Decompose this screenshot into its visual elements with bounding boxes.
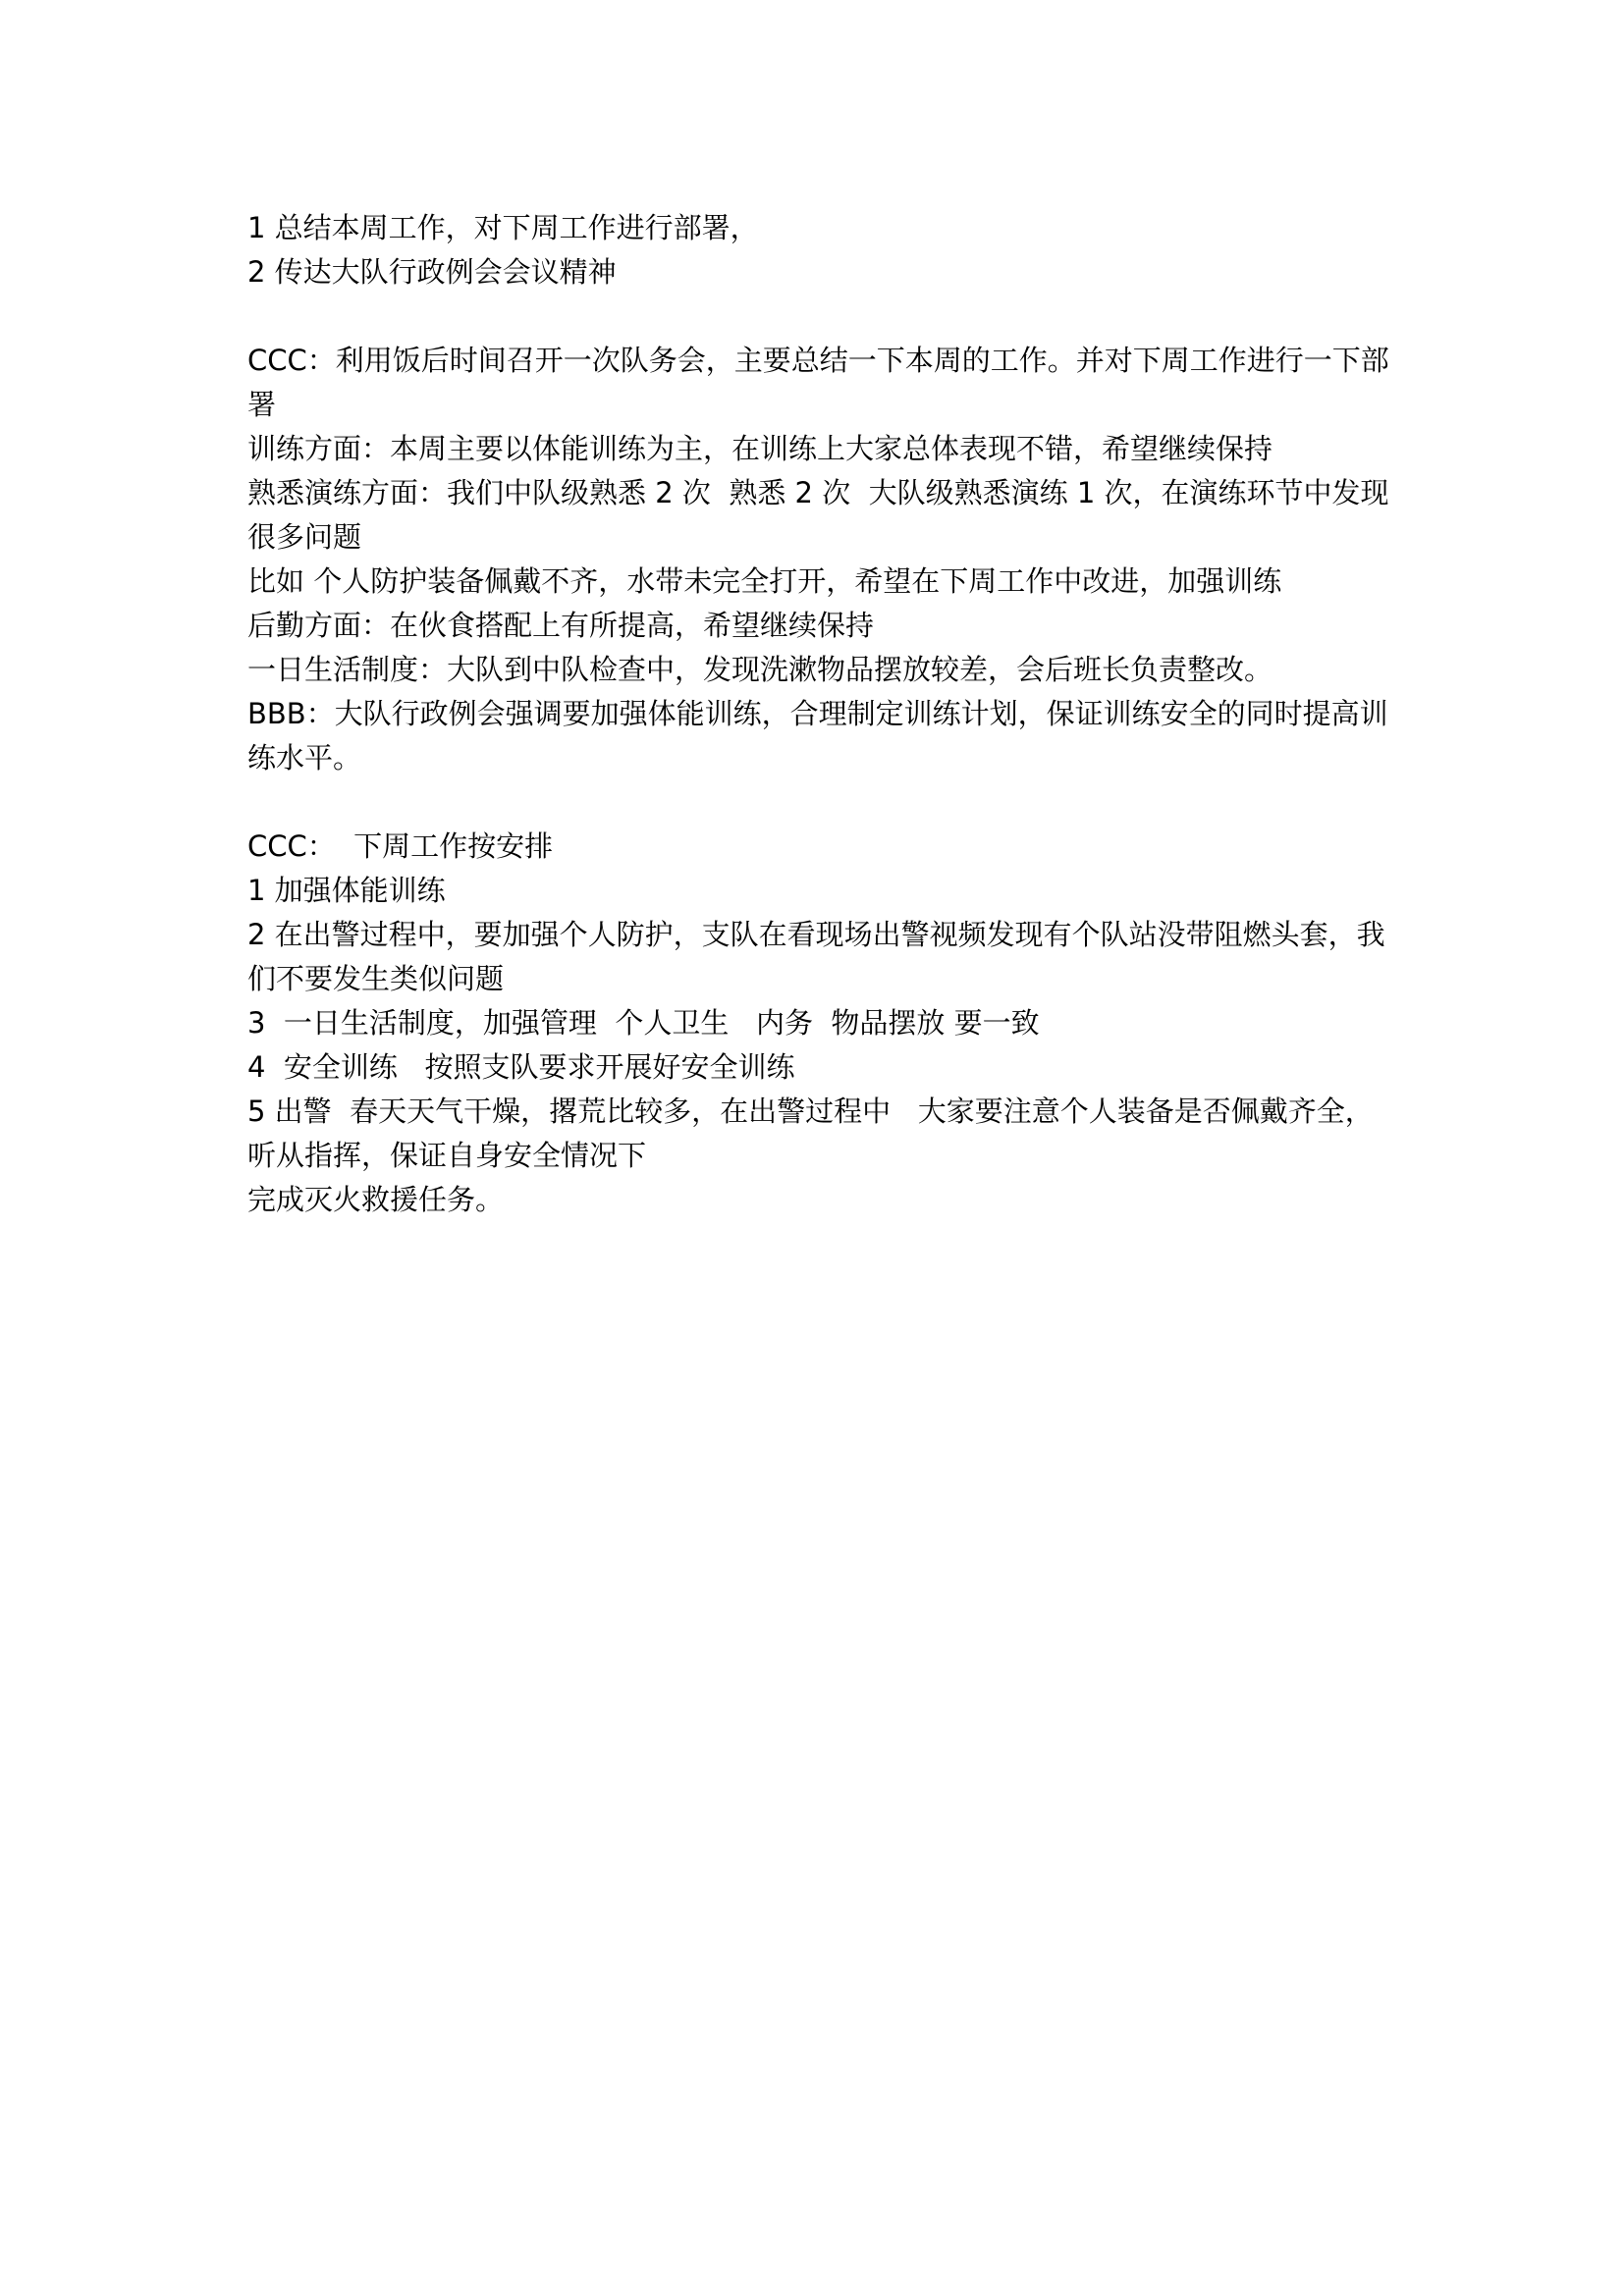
document-page [247, 206, 1394, 1222]
next-week-section [247, 825, 1394, 1222]
summary-meeting-spirit: BBB：大队行政例会强调要加强体能训练，合理制定训练计划，保证训练安全的同时提高训练水平。 [247, 697, 1388, 774]
paragraph-gap [247, 780, 1394, 825]
next-week-item-4: 4 安全训练 按照支队要求开展好安全训练 [247, 1050, 795, 1084]
agenda-section [247, 206, 1394, 294]
agenda-item-2: 2 传达大队行政例会会议精神 [247, 255, 617, 289]
summary-intro: CCC：利用饭后时间召开一次队务会，主要总结一下本周的工作。并对下周工作进行一下部署 [247, 344, 1389, 421]
next-week-item-1: 1 加强体能训练 [247, 874, 446, 907]
summary-training: 训练方面：本周主要以体能训练为主，在训练上大家总体表现不错，希望继续保持 [247, 432, 1273, 465]
agenda-item-1: 1 总结本周工作，对下周工作进行部署， [247, 211, 759, 244]
summary-logistics: 后勤方面：在伙食搭配上有所提高，希望继续保持 [247, 609, 875, 642]
summary-daily-routine: 一日生活制度：大队到中队检查中，发现洗漱物品摆放较差，会后班长负责整改。 [247, 653, 1273, 686]
summary-drills: 熟悉演练方面：我们中队级熟悉 2 次 熟悉 2 次 大队级熟悉演练 1 次，在演练环节中发现很多问题 [247, 476, 1389, 554]
paragraph-gap [247, 294, 1394, 339]
next-week-item-5: 5 出警 春天天气干燥，撂荒比较多，在出警过程中 大家要注意个人装备是否佩戴齐全，听从指挥，保证自身安全情况下 [247, 1095, 1374, 1172]
next-week-item-2: 2 在出警过程中，要加强个人防护，支队在看现场出警视频发现有个队站没带阻燃头套，我们不要发生类似问题 [247, 918, 1385, 995]
next-week-heading: CCC： 下周工作按安排 [247, 829, 554, 863]
next-week-item-3: 3 一日生活制度，加强管理 个人卫生 内务 物品摆放 要一致 [247, 1006, 1040, 1040]
next-week-conclusion: 完成灭火救援任务。 [247, 1183, 505, 1216]
summary-section [247, 339, 1394, 780]
summary-issues: 比如 个人防护装备佩戴不齐，水带未完全打开，希望在下周工作中改进，加强训练 [247, 564, 1282, 598]
